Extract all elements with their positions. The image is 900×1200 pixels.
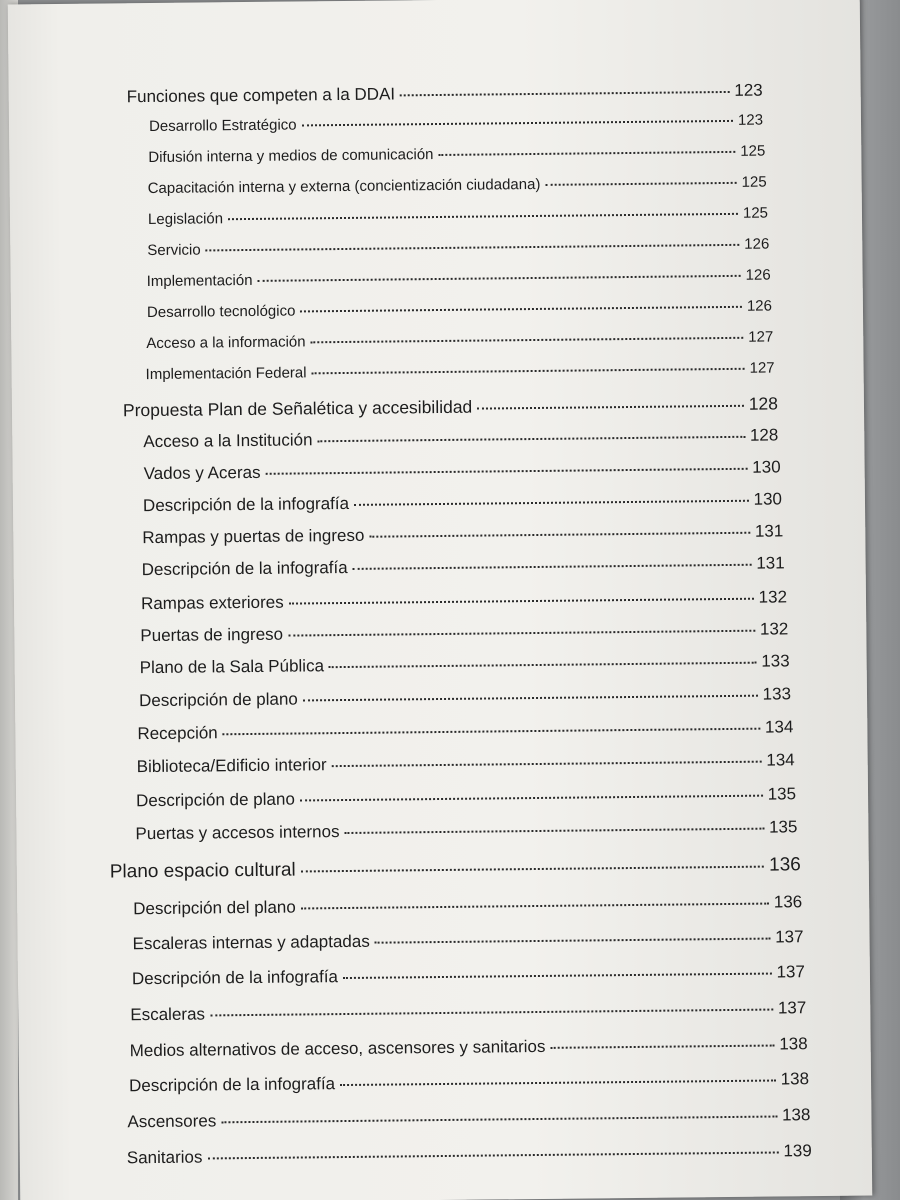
toc-entry-page: 125 [742,204,769,222]
dot-leader [301,866,764,873]
toc-entry-label: Descripción de la infografía [142,493,350,516]
toc-entry-page: 137 [777,998,807,1018]
toc-entry-label: Propuesta Plan de Señalética y accesibilidad [122,396,473,421]
toc-entry-page: 135 [767,784,797,804]
dot-leader [300,306,742,313]
toc-entry-page: 131 [756,553,785,573]
dot-leader [300,795,763,802]
toc-entry-page: 130 [752,457,781,477]
toc-entry [148,205,768,228]
toc-entry-page: 137 [775,927,804,947]
dot-leader [343,973,772,979]
toc-entry [136,784,796,811]
toc-entry-page: 130 [753,489,783,509]
dot-leader [369,532,750,538]
dot-leader [210,1009,773,1017]
toc-entry-page: 131 [754,521,784,541]
toc-entry-label: Servicio [147,241,201,260]
toc-entry-label: Recepción [137,723,218,744]
toc-entry-page: 126 [744,235,770,253]
toc-entry [143,489,782,516]
toc-entry [127,81,763,108]
toc-entry-page: 128 [748,393,779,414]
toc-entry-label: Rampas y puertas de ingreso [142,525,365,548]
toc-entry-page: 136 [768,854,801,876]
dot-leader [317,436,744,442]
toc-entry-page: 125 [740,142,766,160]
toc-entry-label: Plano de la Sala Pública [139,656,325,678]
toc-entry-label: Desarrollo tecnológico [146,302,296,322]
toc-entry-page: 139 [783,1141,812,1161]
dot-leader [438,151,735,156]
toc-entry [137,750,795,777]
dot-leader [329,662,756,668]
toc-entry [148,143,765,166]
dot-leader [228,213,738,220]
toc-entry-page: 138 [780,1069,810,1089]
dot-leader [207,1151,778,1159]
toc-entry [147,267,771,291]
toc-entry-page: 133 [761,651,790,671]
toc-entry-label: Biblioteca/Edificio interior [136,755,327,777]
toc-entry [148,174,767,197]
dot-leader [354,500,749,506]
toc-entry-label: Implementación Federal [145,364,307,384]
dot-leader [289,598,754,605]
toc-entry-page: 123 [737,111,764,129]
toc-entry [133,892,802,919]
dot-leader [375,938,770,944]
toc-entry-page: 138 [781,1105,811,1125]
toc-entry-page: 127 [748,328,774,346]
toc-entry [142,553,785,580]
toc-entry [137,717,793,744]
toc-entry-page: 125 [741,173,767,191]
toc-entry-label: Capacitación interna y externa (concientización ciudadana) [147,175,541,198]
dot-leader [288,630,755,637]
dot-leader [312,368,745,375]
dot-leader [258,275,741,282]
toc-entry [146,328,773,352]
toc-entry-label: Medios alternativos de acceso, ascensores y sanitarios [129,1036,546,1061]
toc-entry-label: Descripción de la infografía [128,1074,336,1096]
toc-entry [147,298,772,322]
toc-entry [132,962,805,989]
dot-leader [345,828,765,834]
toc-entry [129,1069,809,1096]
toc-entry [130,998,806,1025]
book-page [8,0,873,1200]
toc-entry-page: 126 [746,297,773,315]
dot-leader [311,337,744,344]
toc-entry-page: 128 [749,425,779,445]
toc-entry-label: Funciones que competen a la DDAI [126,84,396,107]
toc-entry-label: Acceso a la información [146,333,306,353]
toc-entry-page: 126 [745,266,771,284]
toc-entry-label: Escaleras internas y adaptadas [132,931,370,954]
toc-entry-page: 134 [766,750,795,770]
toc-entry-page: 123 [734,80,763,100]
dot-leader [340,1080,776,1087]
toc-entry [140,619,788,646]
toc-entry-label: Plano espacio cultural [109,859,296,883]
toc-entry-page: 132 [758,587,788,607]
toc-entry [135,817,797,844]
dot-leader [550,1045,774,1049]
toc-entry-label: Vados y Aceras [143,462,261,484]
toc-entry [143,425,778,452]
toc-entry [141,587,787,614]
dot-leader [223,728,760,736]
toc-entry [149,112,763,135]
toc-entry-page: 133 [762,684,792,704]
toc-entry [147,236,769,260]
toc-entry-page: 127 [749,359,775,377]
toc-entry [142,521,783,548]
toc-entry [127,1105,810,1132]
toc-entry-label: Escaleras [130,1004,206,1025]
dot-leader [302,120,733,127]
dot-leader [206,244,740,252]
toc-entry [146,359,775,383]
toc-entry-label: Implementación [146,271,253,291]
toc-entry-label: Difusión interna y medios de comunicación [148,146,434,167]
toc-entry-page: 137 [776,962,806,982]
toc-entry [140,651,790,678]
toc-entry-page: 138 [779,1034,808,1054]
toc-entry-label: Descripción de plano [138,689,298,711]
toc-entry-label: Descripción de la infografía [131,967,339,989]
dot-leader [477,405,744,410]
dot-leader [353,564,752,570]
toc-entry-label: Descripción de la infografía [141,557,348,580]
dot-leader [266,468,748,475]
toc-entry-label: Ascensores [127,1111,217,1132]
toc-entry-label: Acceso a la Institución [143,430,313,452]
toc-entry-label: Puertas de ingreso [140,624,284,646]
toc-entry [123,393,778,421]
dot-leader [332,761,762,767]
dot-leader [545,182,736,186]
toc-entry-label: Legislación [147,210,224,229]
toc-entry-page: 132 [759,619,789,639]
dot-leader [221,1115,777,1123]
toc-entry-label: Desarrollo Estratégico [148,116,297,136]
toc-entry-label: Descripción de plano [135,789,295,811]
dot-leader [301,903,769,910]
toc-entry [130,1034,808,1061]
toc-entry [132,927,803,954]
toc-entry-label: Puertas y accesos internos [135,822,340,844]
dot-leader [400,91,729,96]
toc-entry-page: 135 [768,817,798,837]
toc-entry-page: 136 [773,892,803,912]
table-of-contents [8,0,873,1200]
toc-entry [127,1141,812,1168]
toc-entry [144,457,781,484]
toc-entry-label: Rampas exteriores [140,592,284,614]
dot-leader [303,695,758,702]
toc-entry-page: 134 [764,717,794,737]
toc-entry [139,684,791,711]
toc-entry [110,854,801,883]
toc-entry-label: Descripción del plano [133,897,296,919]
toc-entry-label: Sanitarios [126,1147,203,1168]
